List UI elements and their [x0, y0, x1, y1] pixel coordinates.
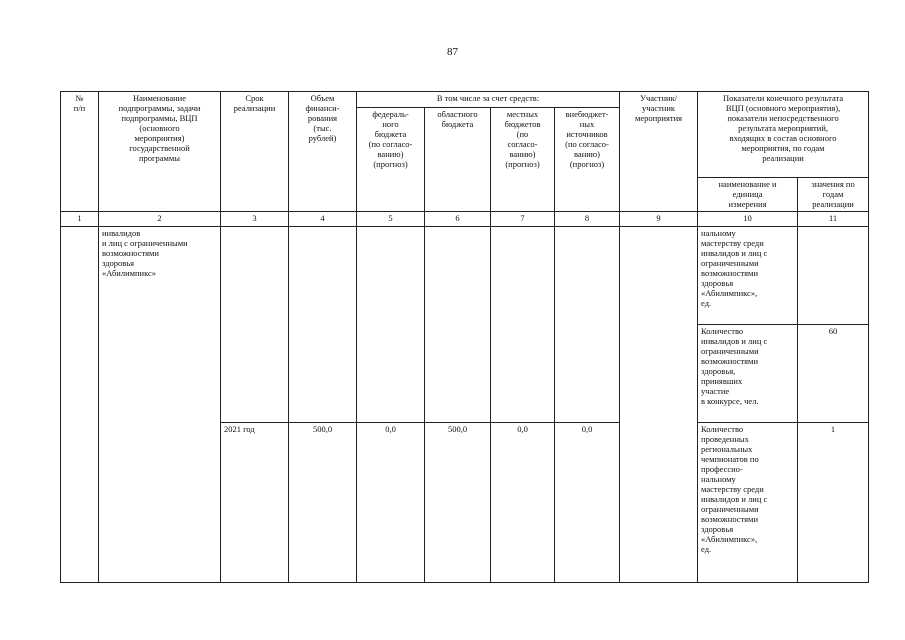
- cell-local-empty: [491, 227, 555, 423]
- cell-period: 2021 год: [221, 423, 289, 583]
- header-num: № п/п: [61, 92, 99, 212]
- cell-indicator-value: 60: [798, 325, 869, 423]
- cell-extra-empty: [555, 227, 620, 423]
- program-table: [60, 91, 869, 583]
- header-volume: Объем финанси- рования (тыс. рублей): [289, 92, 357, 212]
- header-indicator-name: наименование и единица измерения: [698, 178, 798, 212]
- column-number: 10: [698, 212, 798, 227]
- column-number-row: [61, 212, 869, 227]
- column-number: 8: [555, 212, 620, 227]
- header-participant: Участник/ участник мероприятия: [620, 92, 698, 212]
- cell-extra: 0,0: [555, 423, 620, 583]
- cell-num: [61, 227, 99, 583]
- cell-indicator-value: 1: [798, 423, 869, 583]
- column-number: 1: [61, 212, 99, 227]
- cell-name: инвалидов и лиц с ограниченными возможностями здоровья «Абилимпикс»: [99, 227, 221, 583]
- cell-volume-empty: [289, 227, 357, 423]
- header-extra: внебюджет- ных источников (по согласо- ванию) (прогноз): [555, 108, 620, 212]
- cell-volume: 500,0: [289, 423, 357, 583]
- column-number: 6: [425, 212, 491, 227]
- cell-indicator-value: [798, 227, 869, 325]
- header-federal: федераль- ного бюджета (по согласо- ванию) (прогноз): [357, 108, 425, 212]
- column-number: 4: [289, 212, 357, 227]
- header-period: Срок реализации: [221, 92, 289, 212]
- cell-indicator-name: Количество инвалидов и лиц с ограниченными возможностями здоровья, принявших участие в конкурсе, чел.: [698, 325, 798, 423]
- header-name: Наименование подпрограммы, задачи подпрограммы, ВЦП (основного мероприятия) государственной программы: [99, 92, 221, 212]
- column-number: 7: [491, 212, 555, 227]
- cell-regional: 500,0: [425, 423, 491, 583]
- cell-federal-empty: [357, 227, 425, 423]
- header-indicator-value: значения по годам реализации: [798, 178, 869, 212]
- table-row: [61, 227, 869, 325]
- column-number: 3: [221, 212, 289, 227]
- cell-regional-empty: [425, 227, 491, 423]
- cell-participant: [620, 227, 698, 583]
- header-row-1: [61, 92, 869, 108]
- page-number: 87: [447, 46, 458, 58]
- cell-federal: 0,0: [357, 423, 425, 583]
- header-sources-group: В том числе за счет средств:: [357, 92, 620, 108]
- cell-indicator-name: нальному мастерству среди инвалидов и лиц с ограниченными возможностями здоровья «Абилимпикс», ед.: [698, 227, 798, 325]
- column-number: 5: [357, 212, 425, 227]
- header-indicators-group: Показатели конечного результата ВЦП (основного мероприятия), показатели непосредственного результата мероприятий, входящих в состав основного мероприятия, по годам реализации: [698, 92, 869, 178]
- column-number: 2: [99, 212, 221, 227]
- column-number: 9: [620, 212, 698, 227]
- header-regional: областного бюджета: [425, 108, 491, 212]
- column-number: 11: [798, 212, 869, 227]
- header-local: местных бюджетов (по согласо- ванию) (прогноз): [491, 108, 555, 212]
- cell-indicator-name: Количество проведенных региональных чемпионатов по профессио- нальному мастерству среди инвалидов и лиц с ограниченными возможностями здоровья «Абилимпикс», ед.: [698, 423, 798, 583]
- cell-period-empty: [221, 227, 289, 423]
- cell-local: 0,0: [491, 423, 555, 583]
